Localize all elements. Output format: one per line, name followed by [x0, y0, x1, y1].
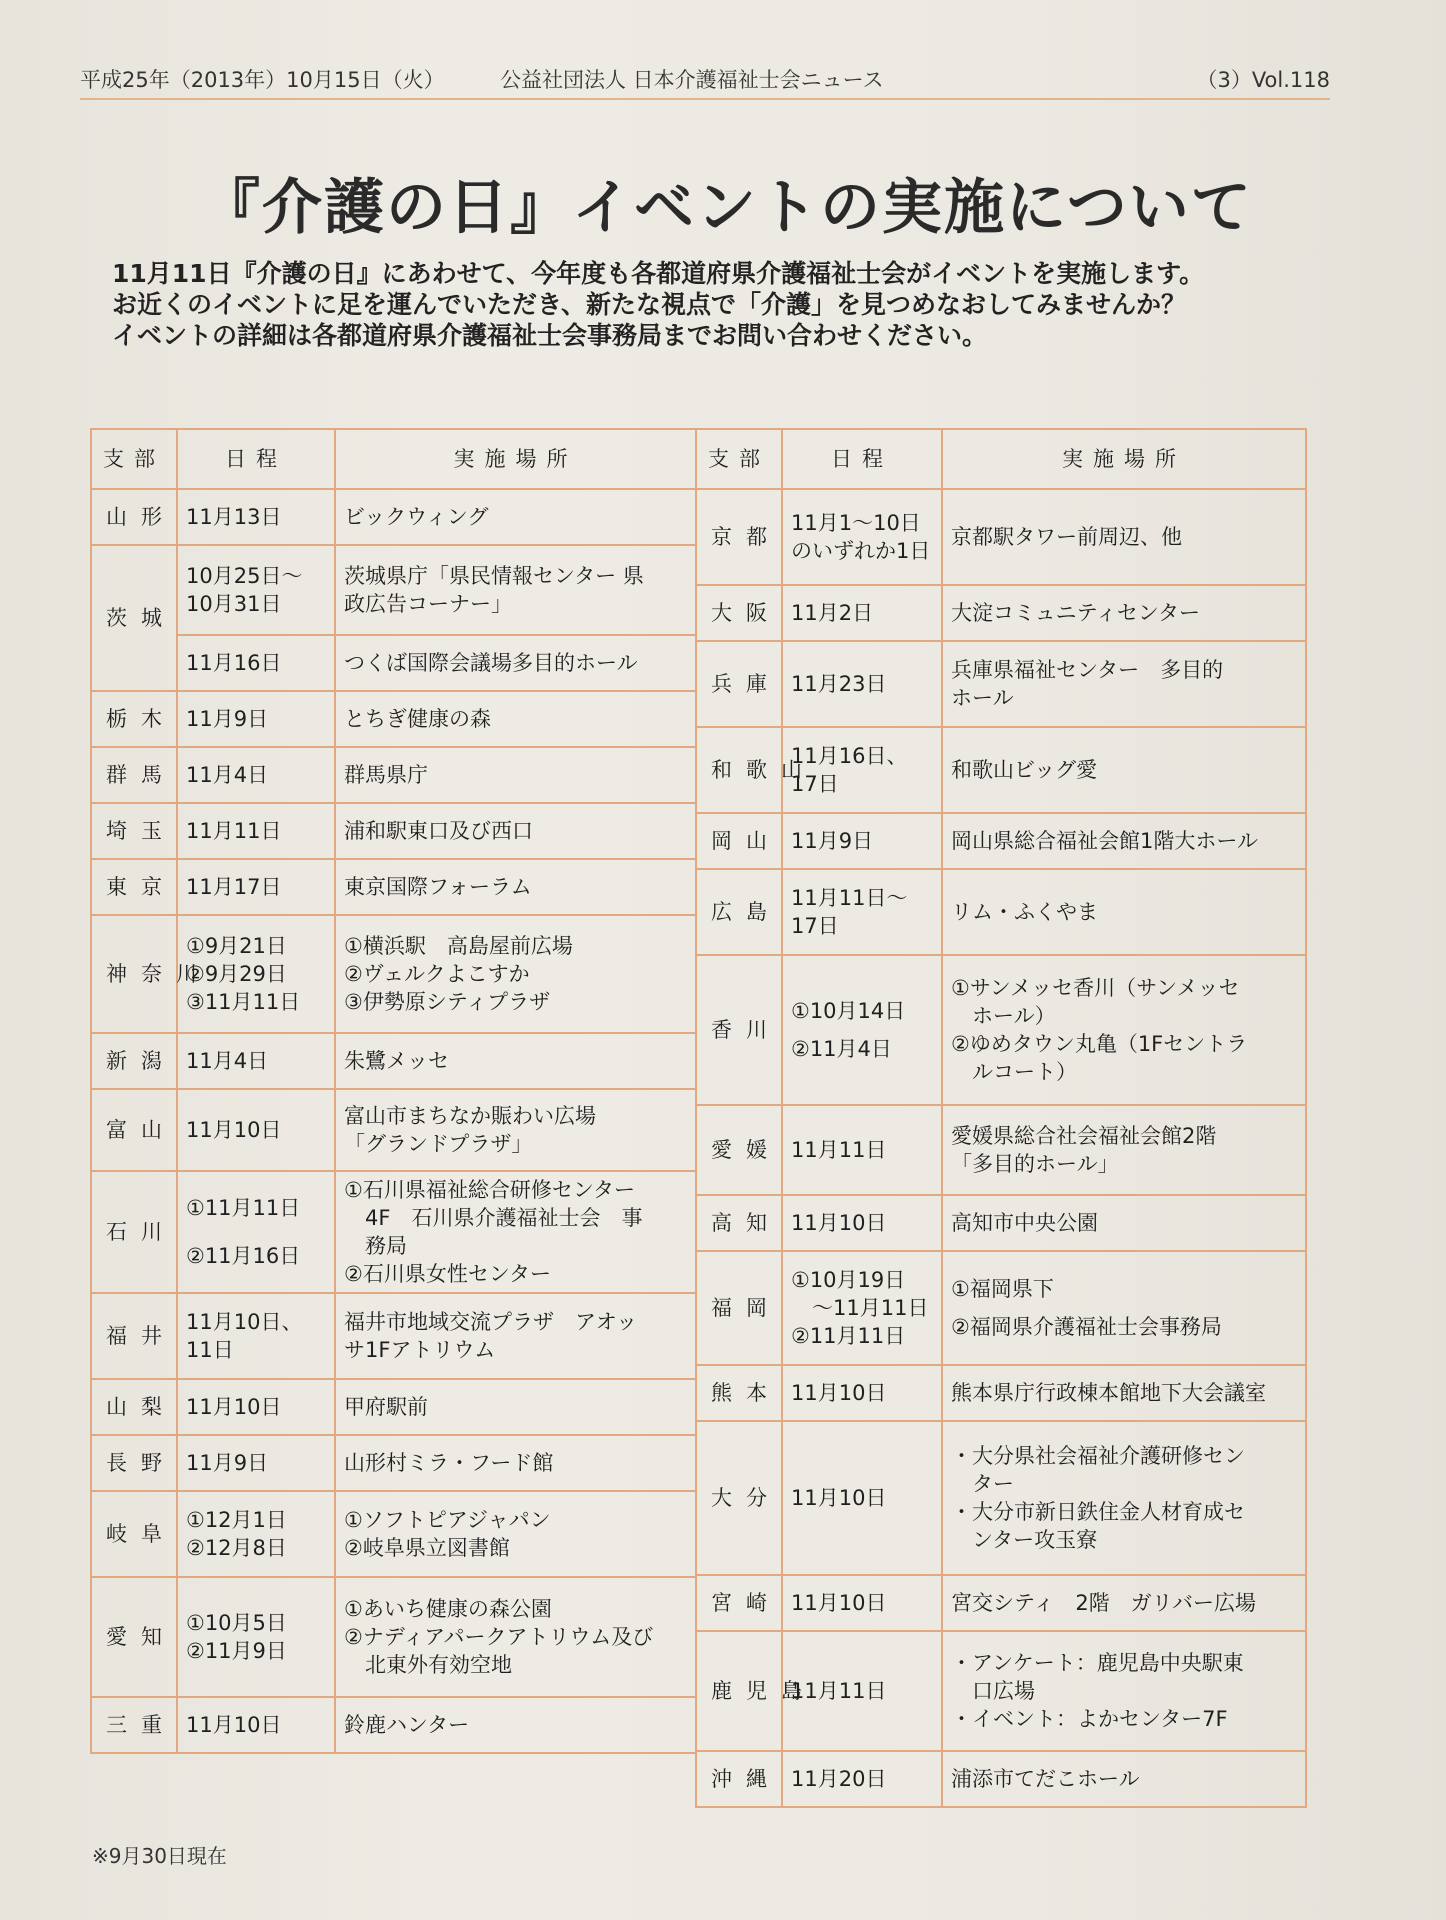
cell-line: 口広場: [951, 1679, 1035, 1703]
venue-cell: [335, 691, 696, 747]
date-cell: [177, 1697, 335, 1753]
header-branch: 支部: [696, 429, 782, 489]
venue-cell: [335, 859, 696, 915]
table-header-row: [696, 429, 1306, 489]
venue-cell: [942, 641, 1306, 727]
venue-cell: [335, 803, 696, 859]
table-row: [696, 585, 1306, 641]
cell-line: ①石川県福祉総合研修センター: [344, 1178, 635, 1202]
table-row: [91, 1293, 696, 1379]
cell-line: 兵庫県福祉センター 多目的: [951, 658, 1224, 682]
branch-cell: 香川: [696, 955, 782, 1105]
cell-line: ②11月9日: [186, 1639, 287, 1663]
cell-line: つくば国際会議場多目的ホール: [344, 651, 638, 675]
date-cell: [177, 1033, 335, 1089]
cell-line: 11月16日: [186, 651, 282, 675]
cell-line: ・アンケート：鹿児島中央駅東: [951, 1651, 1244, 1675]
cell-line: 和歌山ビッグ愛: [951, 758, 1098, 782]
venue-cell: [942, 1575, 1306, 1631]
date-cell: [782, 1251, 942, 1365]
table-row: [91, 747, 696, 803]
date-cell: [782, 1631, 942, 1751]
cell-line: 大淀コミュニティセンター: [951, 601, 1201, 625]
line-gap: [186, 1232, 326, 1242]
branch-cell: 福岡: [696, 1251, 782, 1365]
cell-line: ①横浜駅 高島屋前広場: [344, 934, 573, 958]
cell-line: 京都駅タワー前周辺、他: [951, 525, 1182, 549]
date-cell: [177, 1577, 335, 1697]
cell-line: ②11月4日: [791, 1037, 892, 1061]
table-row: [696, 1575, 1306, 1631]
cell-line: ③伊勢原シティプラザ: [344, 990, 551, 1014]
venue-cell: [335, 747, 696, 803]
table-row: [91, 1697, 696, 1753]
date-cell: [177, 1293, 335, 1379]
table-row: [696, 1631, 1306, 1751]
cell-line: 11月9日: [791, 829, 874, 853]
date-cell: [782, 489, 942, 585]
branch-cell: 山形: [91, 489, 177, 545]
intro-line: お近くのイベントに足を運んでいただき、新たな視点で「介護」を見つめなおしてみませんか？: [112, 290, 1187, 319]
table-row: [91, 691, 696, 747]
cell-line: ②12月8日: [186, 1536, 287, 1560]
footnote: ※9月30日現在: [92, 1844, 227, 1868]
cell-line: 11月10日: [791, 1486, 887, 1510]
branch-cell: 大分: [696, 1421, 782, 1575]
page-header: [80, 58, 1330, 100]
cell-line: ビックウィング: [344, 505, 489, 529]
cell-line: ②9月29日: [186, 962, 287, 986]
cell-line: ②11月16日: [186, 1244, 301, 1268]
cell-line: ①10月5日: [186, 1611, 287, 1635]
date-cell: [177, 803, 335, 859]
cell-line: ホール）: [951, 1004, 1056, 1028]
cell-line: ②11月11日: [791, 1324, 906, 1348]
cell-line: ①12月1日: [186, 1508, 287, 1532]
date-cell: [177, 1171, 335, 1293]
venue-cell: [335, 635, 696, 691]
cell-line: ②ナディアパークアトリウム及び: [344, 1625, 654, 1649]
cell-line: ②ゆめタウン丸亀（1Fセントラ: [951, 1032, 1248, 1056]
venue-cell: [335, 1171, 696, 1293]
date-cell: [782, 585, 942, 641]
table-row: [91, 545, 696, 635]
venue-cell: [942, 489, 1306, 585]
cell-line: ①あいち健康の森公園: [344, 1597, 552, 1621]
venue-cell: [942, 1195, 1306, 1251]
venue-cell: [335, 1697, 696, 1753]
venue-cell: [942, 1421, 1306, 1575]
table-row: [91, 1435, 696, 1491]
table-row: [91, 1577, 696, 1697]
branch-cell: 岡山: [696, 813, 782, 869]
branch-cell: 三重: [91, 1697, 177, 1753]
table-row: [91, 1089, 696, 1171]
table-header-row: [91, 429, 696, 489]
intro-text: [112, 258, 1332, 351]
issue-date: 平成25年（2013年）10月15日（火）: [80, 68, 445, 92]
header-branch: 支部: [91, 429, 177, 489]
branch-cell: 高知: [696, 1195, 782, 1251]
branch-cell: 沖縄: [696, 1751, 782, 1807]
date-cell: [177, 545, 335, 635]
cell-line: サ1Fアトリウム: [344, 1338, 496, 1362]
table-row: [696, 1105, 1306, 1195]
cell-line: ①ソフトピアジャパン: [344, 1508, 551, 1532]
date-cell: [782, 641, 942, 727]
table-row: [696, 813, 1306, 869]
date-cell: [177, 859, 335, 915]
cell-line: ホール: [951, 686, 1014, 710]
cell-line: ～11月11日: [791, 1296, 929, 1320]
table-row: [91, 1033, 696, 1089]
cell-line: 11月10日: [791, 1211, 887, 1235]
cell-line: 鈴鹿ハンター: [344, 1713, 470, 1737]
date-cell: [782, 813, 942, 869]
intro-line: イベントの詳細は各都道府県介護福祉士会事務局までお問い合わせください。: [112, 321, 988, 350]
venue-cell: [942, 955, 1306, 1105]
cell-line: 11月9日: [186, 707, 269, 731]
venue-cell: [335, 489, 696, 545]
branch-cell: 神奈川: [91, 915, 177, 1033]
date-cell: [782, 1105, 942, 1195]
cell-line: 11月17日: [186, 875, 282, 899]
date-cell: [782, 869, 942, 955]
date-cell: [782, 1421, 942, 1575]
branch-cell: 宮崎: [696, 1575, 782, 1631]
line-gap: [951, 1303, 1297, 1313]
cell-line: ③11月11日: [186, 990, 301, 1014]
cell-line: 11月10日、: [186, 1310, 303, 1334]
branch-cell: 愛媛: [696, 1105, 782, 1195]
event-table-left: [90, 428, 697, 1754]
date-cell: [177, 489, 335, 545]
branch-cell: 山梨: [91, 1379, 177, 1435]
table-row: [91, 1379, 696, 1435]
table-row: [91, 489, 696, 545]
venue-cell: [335, 1033, 696, 1089]
cell-line: 11月11日: [186, 819, 282, 843]
cell-line: ②岐阜県立図書館: [344, 1536, 510, 1560]
cell-line: 10月31日: [186, 592, 282, 616]
date-cell: [177, 747, 335, 803]
cell-line: 4F 石川県介護福祉士会 事: [344, 1206, 643, 1230]
venue-cell: [942, 813, 1306, 869]
branch-cell: 京都: [696, 489, 782, 585]
venue-cell: [942, 1105, 1306, 1195]
table-row: [91, 859, 696, 915]
header-date: 日程: [782, 429, 942, 489]
article-title: 『介護の日』イベントの実施について: [200, 173, 1253, 243]
date-cell: [177, 915, 335, 1033]
table-row: [91, 803, 696, 859]
venue-cell: [335, 1293, 696, 1379]
date-cell: [782, 955, 942, 1105]
branch-cell: 富山: [91, 1089, 177, 1171]
volume-number: （3）Vol.118: [1196, 68, 1330, 92]
branch-cell: 東京: [91, 859, 177, 915]
cell-line: 甲府駅前: [344, 1395, 428, 1419]
date-cell: [782, 1195, 942, 1251]
venue-cell: [942, 1251, 1306, 1365]
cell-line: 11月10日: [186, 1118, 282, 1142]
branch-cell: 鹿児島: [696, 1631, 782, 1751]
branch-cell: 福井: [91, 1293, 177, 1379]
branch-cell: 岐阜: [91, 1491, 177, 1577]
date-cell: [177, 1379, 335, 1435]
venue-cell: [335, 1491, 696, 1577]
cell-line: 11月13日: [186, 505, 282, 529]
header-venue: 実施場所: [335, 429, 696, 489]
date-cell: [782, 1751, 942, 1807]
cell-line: 東京国際フォーラム: [344, 875, 532, 899]
table-row: [696, 727, 1306, 813]
cell-line: 「グランドプラザ」: [344, 1132, 533, 1156]
cell-line: ・大分市新日鉄住金人材育成セ: [951, 1500, 1245, 1524]
cell-line: のいずれか1日: [791, 539, 931, 563]
cell-line: 11月11日: [791, 1679, 887, 1703]
cell-line: 高知市中央公園: [951, 1211, 1098, 1235]
venue-cell: [942, 585, 1306, 641]
venue-cell: [335, 915, 696, 1033]
header-venue: 実施場所: [942, 429, 1306, 489]
date-cell: [782, 1575, 942, 1631]
table-row: [91, 1171, 696, 1293]
cell-line: 11月9日: [186, 1451, 269, 1475]
cell-line: 11月10日: [791, 1591, 887, 1615]
table-row: [696, 489, 1306, 585]
cell-line: 11月10日: [186, 1395, 282, 1419]
cell-line: 11月23日: [791, 672, 887, 696]
cell-line: ①福岡県下: [951, 1277, 1054, 1301]
branch-cell: 兵庫: [696, 641, 782, 727]
cell-line: 11月16日、: [791, 744, 908, 768]
date-cell: [177, 635, 335, 691]
date-cell: [177, 1435, 335, 1491]
cell-line: 17日: [791, 772, 839, 796]
venue-cell: [942, 1751, 1306, 1807]
cell-line: 17日: [791, 914, 839, 938]
table-row: [696, 1365, 1306, 1421]
table-row: [91, 1491, 696, 1577]
branch-cell: 大阪: [696, 585, 782, 641]
branch-cell: 茨城: [91, 545, 177, 691]
branch-cell: 広島: [696, 869, 782, 955]
cell-line: 富山市まちなか賑わい広場: [344, 1104, 596, 1128]
date-cell: [782, 1365, 942, 1421]
table-row: [91, 635, 696, 691]
table-row: [696, 869, 1306, 955]
venue-cell: [335, 1089, 696, 1171]
cell-line: ①11月11日: [186, 1196, 301, 1220]
cell-line: 11日: [186, 1338, 234, 1362]
table-row: [696, 1751, 1306, 1807]
cell-line: 10月25日～: [186, 564, 303, 588]
venue-cell: [335, 1435, 696, 1491]
cell-line: ①9月21日: [186, 934, 287, 958]
cell-line: 茨城県庁「県民情報センター 県: [344, 564, 644, 588]
date-cell: [177, 1089, 335, 1171]
table-row: [696, 955, 1306, 1105]
publication-name: 公益社団法人 日本介護福祉士会ニュース: [500, 68, 884, 92]
cell-line: ・イベント：よかセンター7F: [951, 1707, 1228, 1731]
table-row: [696, 1421, 1306, 1575]
venue-cell: [942, 727, 1306, 813]
cell-line: 11月20日: [791, 1767, 887, 1791]
branch-cell: 栃木: [91, 691, 177, 747]
cell-line: リム・ふくやま: [951, 900, 1098, 924]
cell-line: ①サンメッセ香川（サンメッセ: [951, 976, 1240, 1000]
date-cell: [177, 691, 335, 747]
cell-line: とちぎ健康の森: [344, 707, 491, 731]
cell-line: 11月4日: [186, 763, 269, 787]
cell-line: 浦添市てだこホール: [951, 1767, 1140, 1791]
branch-cell: 石川: [91, 1171, 177, 1293]
venue-cell: [942, 1631, 1306, 1751]
header-date: 日程: [177, 429, 335, 489]
cell-line: ・大分県社会福祉介護研修セン: [951, 1444, 1245, 1468]
cell-line: ①10月14日: [791, 999, 906, 1023]
cell-line: 福井市地域交流プラザ アオッ: [344, 1310, 638, 1334]
cell-line: ②ヴェルクよこすか: [344, 962, 530, 986]
branch-cell: 和歌山: [696, 727, 782, 813]
cell-line: 朱鷺メッセ: [344, 1049, 449, 1073]
table-row: [696, 1251, 1306, 1365]
line-gap: [791, 1025, 933, 1035]
branch-cell: 愛知: [91, 1577, 177, 1697]
branch-cell: 長野: [91, 1435, 177, 1491]
cell-line: 浦和駅東口及び西口: [344, 819, 533, 843]
venue-cell: [942, 1365, 1306, 1421]
cell-line: 11月10日: [186, 1713, 282, 1737]
date-cell: [782, 727, 942, 813]
branch-cell: 熊本: [696, 1365, 782, 1421]
cell-line: 務局: [344, 1234, 407, 1258]
table-row: [91, 915, 696, 1033]
cell-line: 山形村ミラ・フード館: [344, 1451, 554, 1475]
venue-cell: [942, 869, 1306, 955]
venue-cell: [335, 1577, 696, 1697]
cell-line: ②石川県女性センター: [344, 1262, 551, 1286]
cell-line: 群馬県庁: [344, 763, 428, 787]
cell-line: ルコート）: [951, 1060, 1077, 1084]
cell-line: 愛媛県総合社会福祉会館2階: [951, 1124, 1217, 1148]
cell-line: 11月11日: [791, 1138, 887, 1162]
cell-line: 11月11日～: [791, 886, 908, 910]
branch-cell: 新潟: [91, 1033, 177, 1089]
cell-line: 岡山県総合福祉会館1階大ホール: [951, 829, 1258, 853]
intro-line: 11月11日『介護の日』にあわせて、今年度も各都道府県介護福祉士会がイベントを実施します。: [112, 259, 1205, 288]
cell-line: ②福岡県介護福祉士会事務局: [951, 1315, 1222, 1339]
date-cell: [177, 1491, 335, 1577]
cell-line: ①10月19日: [791, 1268, 906, 1292]
branch-cell: 群馬: [91, 747, 177, 803]
line-gap: [186, 1222, 326, 1232]
cell-line: 熊本県庁行政棟本館地下大会議室: [951, 1381, 1266, 1405]
cell-line: ター: [951, 1472, 1014, 1496]
cell-line: 「多目的ホール」: [951, 1152, 1119, 1176]
cell-line: ンター攻玉寮: [951, 1528, 1098, 1552]
branch-cell: 埼玉: [91, 803, 177, 859]
table-row: [696, 641, 1306, 727]
cell-line: 宮交シティ 2階 ガリバー広場: [951, 1591, 1257, 1615]
cell-line: 11月10日: [791, 1381, 887, 1405]
table-row: [696, 1195, 1306, 1251]
cell-line: 11月1～10日: [791, 511, 921, 535]
venue-cell: [335, 1379, 696, 1435]
cell-line: 11月4日: [186, 1049, 269, 1073]
venue-cell: [335, 545, 696, 635]
event-table-right: [695, 428, 1307, 1808]
cell-line: 政広告コーナー」: [344, 592, 512, 616]
cell-line: 11月2日: [791, 601, 874, 625]
cell-line: 北東外有効空地: [344, 1653, 512, 1677]
